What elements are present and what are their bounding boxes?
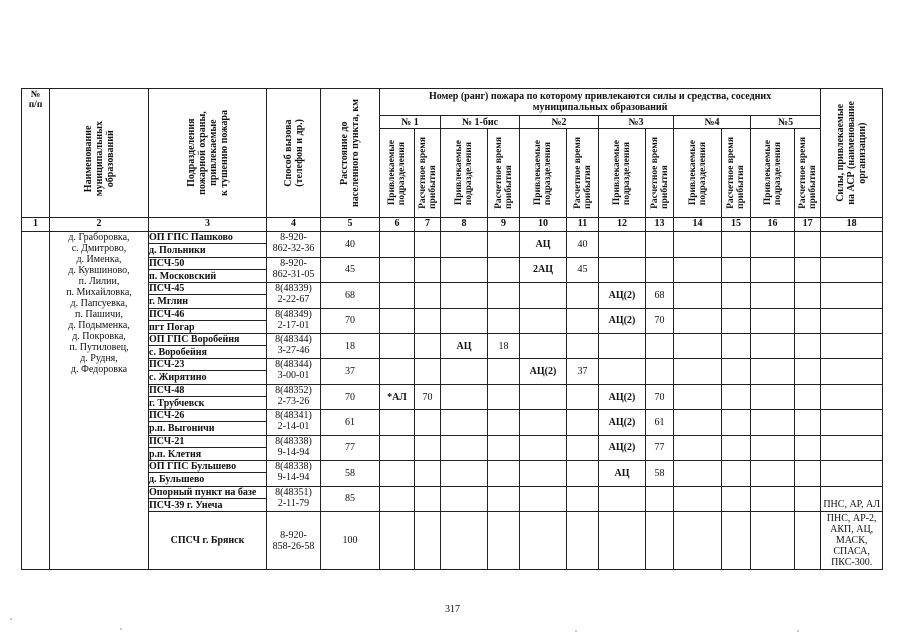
unit-cell (149, 435, 267, 460)
assigned-units-cell (441, 410, 488, 435)
village-name: д. Подыменка, (68, 320, 130, 332)
empty-cell (795, 384, 821, 409)
assigned-units-cell (441, 461, 488, 486)
arrival-time-cell: 77 (646, 435, 674, 460)
unit-name: ПСЧ-23 (149, 359, 185, 371)
village-name: п. Путиловец, (69, 342, 129, 354)
arrival-time-cell (488, 232, 520, 257)
empty-cell (751, 334, 795, 359)
assigned-units-cell (599, 359, 646, 384)
distance-cell: 68 (321, 283, 380, 308)
distance-cell: 45 (321, 257, 380, 282)
arrival-time-cell (567, 435, 599, 460)
village-name: п. Пашичи, (75, 309, 123, 321)
arrival-time-cell (415, 232, 441, 257)
villages-list (50, 232, 149, 570)
empty-cell (795, 359, 821, 384)
empty-cell (722, 308, 751, 333)
phone-cell: 8(48352) 2-73-26 (267, 384, 321, 409)
table-row (22, 232, 883, 257)
arrival-time-cell (646, 257, 674, 282)
empty-cell (722, 435, 751, 460)
column-number: 2 (50, 218, 149, 232)
unit-cell (149, 257, 267, 282)
assigned-units-cell (520, 384, 567, 409)
assigned-units-cell: АЦ(2) (520, 359, 567, 384)
assigned-units-cell (441, 486, 488, 511)
unit-cell (149, 283, 267, 308)
assigned-units-cell (520, 334, 567, 359)
empty-cell (751, 359, 795, 384)
empty-cell (722, 232, 751, 257)
table-row (22, 257, 883, 282)
phone-cell: 8(48341) 2-14-01 (267, 410, 321, 435)
empty-cell (722, 283, 751, 308)
arrival-time-cell: 70 (646, 308, 674, 333)
unit-name: ОП ГПС Бульшево (149, 461, 237, 473)
empty-cell (722, 486, 751, 511)
arrival-time-cell: 45 (567, 257, 599, 282)
phone-cell: 8(48351) 2-11-79 (267, 486, 321, 511)
assigned-units-cell: АЦ (599, 461, 646, 486)
arrival-time-cell: 40 (567, 232, 599, 257)
empty-cell (674, 486, 722, 511)
empty-cell (751, 232, 795, 257)
empty-cell (795, 257, 821, 282)
village-name: д. Рудня, (80, 353, 118, 365)
assigned-units-cell (380, 512, 415, 570)
table-row (22, 435, 883, 460)
unit-name: ПСЧ-21 (149, 435, 185, 447)
empty-cell (674, 308, 722, 333)
village-name: д. Именка, (76, 254, 122, 266)
header-municipalities: Наименование муниципальных образований (50, 89, 149, 218)
empty-cell (674, 283, 722, 308)
unit-name: ПСЧ-26 (149, 410, 185, 422)
arrival-time-cell: 18 (488, 334, 520, 359)
empty-cell (751, 283, 795, 308)
distance-cell: 100 (321, 512, 380, 570)
column-number: 4 (267, 218, 321, 232)
assigned-units-cell (441, 232, 488, 257)
assigned-units-cell (441, 257, 488, 282)
arrival-time-cell (415, 461, 441, 486)
phone-cell: 8-920- 862-32-36 (267, 232, 321, 257)
empty-cell (751, 486, 795, 511)
assigned-units-cell (441, 283, 488, 308)
distance-cell: 85 (321, 486, 380, 511)
forces-cell: ПНС, АР-2, АКП, АЦ, МАСК, СПАСА, ПКС-300. (821, 512, 883, 570)
unit-location: р.п. Клетня (149, 447, 267, 460)
subheader-arrival-time: Расчетное время прибытия (488, 128, 520, 217)
table-row (22, 410, 883, 435)
unit-name: СПСЧ г. Брянск (170, 535, 245, 546)
phone-cell: 8(48339) 2-22-67 (267, 283, 321, 308)
arrival-time-cell (488, 308, 520, 333)
forces-cell (821, 410, 883, 435)
column-number: 3 (149, 218, 267, 232)
empty-cell (674, 257, 722, 282)
empty-cell (795, 308, 821, 333)
rank-4: №4 (674, 116, 751, 128)
arrival-time-cell (646, 512, 674, 570)
unit-name: ПСЧ-46 (149, 308, 185, 320)
assigned-units-cell (520, 486, 567, 511)
arrival-time-cell: 61 (646, 410, 674, 435)
unit-cell (149, 334, 267, 359)
arrival-time-cell (488, 512, 520, 570)
village-name: д. Папсуевка, (70, 298, 128, 310)
column-number: 7 (415, 218, 441, 232)
table-row (22, 486, 883, 511)
empty-cell (722, 461, 751, 486)
assigned-units-cell (380, 410, 415, 435)
village-name: д. Граборовка, (68, 232, 130, 244)
rank-2: №2 (520, 116, 599, 128)
arrival-time-cell (415, 435, 441, 460)
arrival-time-cell: 70 (415, 384, 441, 409)
forces-cell (821, 461, 883, 486)
assigned-units-cell (380, 359, 415, 384)
assigned-units-cell (599, 257, 646, 282)
empty-cell (751, 308, 795, 333)
arrival-time-cell (415, 486, 441, 511)
assigned-units-cell (380, 435, 415, 460)
phone-cell: 8(48338) 9-14-94 (267, 435, 321, 460)
arrival-time-cell (415, 283, 441, 308)
scan-speck (10, 618, 12, 620)
unit-location: д. Бульшево (149, 472, 267, 485)
empty-cell (751, 435, 795, 460)
arrival-time-cell: 68 (646, 283, 674, 308)
empty-cell (674, 359, 722, 384)
empty-cell (795, 512, 821, 570)
rank-5: №5 (751, 116, 821, 128)
distance-cell: 61 (321, 410, 380, 435)
arrival-time-cell (415, 359, 441, 384)
forces-cell (821, 359, 883, 384)
assigned-units-cell: АЦ(2) (599, 308, 646, 333)
column-number: 13 (646, 218, 674, 232)
empty-cell (722, 384, 751, 409)
unit-cell (149, 359, 267, 384)
unit-location: д. Польники (149, 243, 267, 256)
table-row (22, 461, 883, 486)
header-group-title: Номер (ранг) пожара по которому привлекаются силы и средства, соседних муниципальных образований (380, 89, 821, 116)
arrival-time-cell (567, 410, 599, 435)
arrival-time-cell (415, 334, 441, 359)
phone-cell: 8(48344) 3-27-46 (267, 334, 321, 359)
subheader-arrival-time: Расчетное время прибытия (567, 128, 599, 217)
unit-name: ОП ГПС Пашково (149, 232, 233, 244)
assigned-units-cell (520, 461, 567, 486)
unit-location: с. Воробейня (149, 345, 267, 358)
subheader-units: Привлекаемые подразделения (380, 128, 415, 217)
table-row (22, 334, 883, 359)
assigned-units-cell: АЦ(2) (599, 384, 646, 409)
rank-1: № 1 (380, 116, 441, 128)
forces-cell (821, 308, 883, 333)
forces-cell (821, 283, 883, 308)
assigned-units-cell: АЦ(2) (599, 410, 646, 435)
header-no: № п/п (22, 89, 50, 218)
header-distance: Расстояние до населенного пункта, км (321, 89, 380, 218)
unit-name: ПСЧ-45 (149, 283, 185, 295)
assigned-units-cell: *АЛ (380, 384, 415, 409)
assigned-units-cell (380, 334, 415, 359)
column-number: 14 (674, 218, 722, 232)
arrival-time-cell (488, 461, 520, 486)
unit-location: с. Жирятино (149, 370, 267, 383)
arrival-time-cell (488, 359, 520, 384)
assigned-units-cell (520, 308, 567, 333)
empty-cell (751, 410, 795, 435)
unit-name: ПСЧ-50 (149, 257, 185, 269)
table-row (22, 512, 883, 570)
arrival-time-cell (415, 410, 441, 435)
arrival-time-cell: 58 (646, 461, 674, 486)
unit-location: г. Мглин (149, 294, 267, 307)
assigned-units-cell (520, 512, 567, 570)
subheader-units: Привлекаемые подразделения (441, 128, 488, 217)
assigned-units-cell (441, 512, 488, 570)
column-number: 16 (751, 218, 795, 232)
unit-location: пгт Погар (149, 320, 267, 333)
header-forces: Силы, привлекаемые на АСР (наименование организации) (821, 89, 883, 218)
subheader-arrival-time: Расчетное время прибытия (795, 128, 821, 217)
empty-cell (795, 410, 821, 435)
phone-cell: 8(48344) 3-00-01 (267, 359, 321, 384)
assigned-units-cell: АЦ (441, 334, 488, 359)
empty-cell (795, 283, 821, 308)
arrival-time-cell: 70 (646, 384, 674, 409)
subheader-arrival-time: Расчетное время прибытия (646, 128, 674, 217)
unit-location: г. Трубчевск (149, 396, 267, 409)
column-number: 10 (520, 218, 567, 232)
arrival-time-cell (488, 435, 520, 460)
empty-cell (795, 334, 821, 359)
assigned-units-cell (380, 283, 415, 308)
assigned-units-cell (441, 359, 488, 384)
empty-cell (674, 461, 722, 486)
forces-cell (821, 384, 883, 409)
assigned-units-cell (441, 384, 488, 409)
subheader-units: Привлекаемые подразделения (674, 128, 722, 217)
arrival-time-cell (488, 486, 520, 511)
arrival-time-cell (646, 359, 674, 384)
arrival-time-cell (567, 308, 599, 333)
arrival-time-cell (488, 283, 520, 308)
arrival-time-cell (567, 384, 599, 409)
distance-cell: 77 (321, 435, 380, 460)
page-number: 317 (445, 604, 460, 615)
header-call-method: Способ вызова (телефон и др.) (267, 89, 321, 218)
arrival-time-cell (415, 308, 441, 333)
empty-cell (674, 384, 722, 409)
assigned-units-cell (380, 308, 415, 333)
empty-cell (722, 334, 751, 359)
unit-cell (149, 410, 267, 435)
unit-location: п. Московский (149, 269, 267, 282)
column-number: 5 (321, 218, 380, 232)
forces-cell (821, 257, 883, 282)
unit-name: ОП ГПС Воробейня (149, 334, 240, 346)
table-row (22, 283, 883, 308)
forces-cell (821, 232, 883, 257)
unit-cell (149, 232, 267, 257)
unit-location: ПСЧ-39 г. Унеча (149, 498, 267, 511)
column-number: 18 (821, 218, 883, 232)
subheader-arrival-time: Расчетное время прибытия (722, 128, 751, 217)
arrival-time-cell (646, 334, 674, 359)
unit-cell (149, 384, 267, 409)
table-row (22, 359, 883, 384)
assigned-units-cell: АЦ (520, 232, 567, 257)
header-units: Подразделения пожарной охраны, привлекаемые к тушению пожара (149, 89, 267, 218)
arrival-time-cell (488, 257, 520, 282)
unit-cell (149, 486, 267, 511)
assigned-units-cell (520, 283, 567, 308)
unit-cell (149, 512, 267, 570)
unit-cell (149, 308, 267, 333)
empty-cell (795, 435, 821, 460)
row-number-cell (22, 232, 50, 570)
forces-cell (821, 334, 883, 359)
village-name: д. Покровка, (72, 331, 126, 343)
unit-name: Опорный пункт на базе (149, 486, 257, 498)
phone-cell: 8(48349) 2-17-01 (267, 308, 321, 333)
distance-cell: 18 (321, 334, 380, 359)
column-number: 12 (599, 218, 646, 232)
assigned-units-cell (380, 232, 415, 257)
arrival-time-cell (646, 232, 674, 257)
table-row (22, 308, 883, 333)
assigned-units-cell (599, 512, 646, 570)
empty-cell (674, 410, 722, 435)
assigned-units-cell (520, 410, 567, 435)
empty-cell (674, 512, 722, 570)
empty-cell (674, 232, 722, 257)
rank-3: №3 (599, 116, 674, 128)
phone-cell: 8-920- 862-31-05 (267, 257, 321, 282)
distance-cell: 70 (321, 384, 380, 409)
empty-cell (722, 257, 751, 282)
scan-speck (797, 630, 799, 632)
column-number: 11 (567, 218, 599, 232)
distance-cell: 37 (321, 359, 380, 384)
table-row (22, 384, 883, 409)
empty-cell (751, 512, 795, 570)
column-number: 6 (380, 218, 415, 232)
empty-cell (795, 461, 821, 486)
empty-cell (751, 257, 795, 282)
arrival-time-cell (567, 461, 599, 486)
forces-cell (821, 435, 883, 460)
unit-cell (149, 461, 267, 486)
distance-cell: 40 (321, 232, 380, 257)
phone-cell: 8-920- 858-26-58 (267, 512, 321, 570)
empty-cell (722, 359, 751, 384)
subheader-arrival-time: Расчетное время прибытия (415, 128, 441, 217)
column-number: 15 (722, 218, 751, 232)
assigned-units-cell: АЦ(2) (599, 435, 646, 460)
scan-speck (120, 628, 122, 630)
assigned-units-cell (520, 435, 567, 460)
assigned-units-cell (380, 257, 415, 282)
column-number: 9 (488, 218, 520, 232)
arrival-time-cell (488, 384, 520, 409)
assigned-units-cell (441, 435, 488, 460)
assigned-units-cell (441, 308, 488, 333)
arrival-time-cell (567, 283, 599, 308)
distance-cell: 58 (321, 461, 380, 486)
empty-cell (751, 384, 795, 409)
forces-cell: ПНС, АР, АЛ (821, 486, 883, 511)
assigned-units-cell (380, 461, 415, 486)
column-number: 8 (441, 218, 488, 232)
empty-cell (722, 410, 751, 435)
arrival-time-cell (488, 410, 520, 435)
subheader-units: Привлекаемые подразделения (599, 128, 646, 217)
phone-cell: 8(48338) 9-14-94 (267, 461, 321, 486)
assigned-units-cell: 2АЦ (520, 257, 567, 282)
village-name: п. Лилии, (78, 276, 120, 288)
assigned-units-cell (599, 334, 646, 359)
arrival-time-cell (646, 486, 674, 511)
column-number: 17 (795, 218, 821, 232)
subheader-units: Привлекаемые подразделения (520, 128, 567, 217)
empty-cell (674, 435, 722, 460)
arrival-time-cell (567, 486, 599, 511)
unit-name: ПСЧ-48 (149, 384, 185, 396)
empty-cell (751, 461, 795, 486)
arrival-time-cell (567, 512, 599, 570)
arrival-time-cell (415, 512, 441, 570)
village-name: с. Дмитрово, (71, 243, 127, 255)
village-name: п. Михайловка, (66, 287, 132, 299)
subheader-units: Привлекаемые подразделения (751, 128, 795, 217)
scan-speck (575, 630, 577, 632)
assigned-units-cell: АЦ(2) (599, 283, 646, 308)
empty-cell (674, 334, 722, 359)
assigned-units-cell (599, 486, 646, 511)
village-name: д. Федоровка (70, 364, 128, 376)
rank-1bis: № 1-бис (441, 116, 520, 128)
arrival-time-cell (415, 257, 441, 282)
column-number: 1 (22, 218, 50, 232)
fire-forces-table (21, 88, 883, 570)
assigned-units-cell (599, 232, 646, 257)
empty-cell (795, 486, 821, 511)
unit-location: р.п. Выгоничи (149, 421, 267, 434)
empty-cell (722, 512, 751, 570)
village-name: д. Кувшиново, (68, 265, 130, 277)
assigned-units-cell (380, 486, 415, 511)
arrival-time-cell (567, 334, 599, 359)
distance-cell: 70 (321, 308, 380, 333)
empty-cell (795, 232, 821, 257)
arrival-time-cell: 37 (567, 359, 599, 384)
